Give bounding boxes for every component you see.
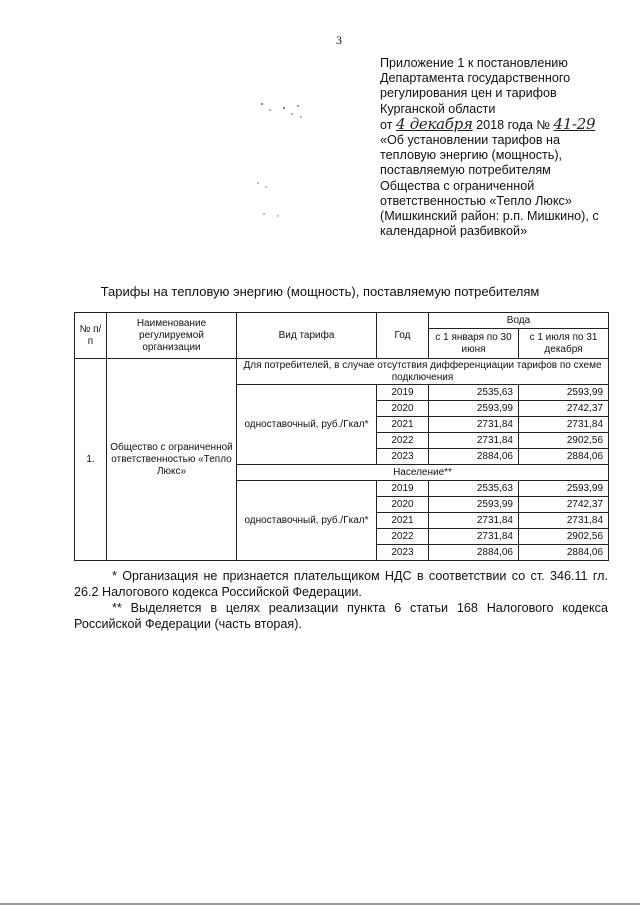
value-h2: 2884,06: [519, 545, 609, 561]
appendix-subject-line: поставляемую потребителям: [380, 163, 551, 178]
header-period-1: с 1 января по 30 июня: [429, 329, 519, 359]
value-h2: 2593,99: [519, 481, 609, 497]
year-cell: 2019: [377, 481, 429, 497]
footnotes: [74, 568, 608, 632]
value-h2: 2731,84: [519, 417, 609, 433]
value-h2: 2884,06: [519, 449, 609, 465]
table-title: Тарифы на тепловую энергию (мощность), поставляемую потребителям: [100, 284, 540, 299]
year-cell: 2021: [377, 513, 429, 529]
footnote-allocation: ** Выделяется в целях реализации пункта 6 статьи 168 Налогового кодекса Российской Федерации (часть вторая).: [74, 601, 608, 631]
value-h2: 2902,56: [519, 433, 609, 449]
tariff-table: [74, 312, 609, 561]
footnote-vat: * Организация не признается плательщиком НДС в соответствии со ст. 346.11 гл. 26.2 Налогового кодекса Российской Федерации.: [74, 569, 608, 599]
value-h1: 2884,06: [429, 545, 519, 561]
value-h1: 2593,99: [429, 497, 519, 513]
scan-specks: [240, 90, 320, 230]
section-caption: Население**: [237, 465, 609, 481]
year-cell: 2022: [377, 433, 429, 449]
value-h1: 2535,63: [429, 385, 519, 401]
tariff-type: одноставочный, руб./Гкал*: [237, 385, 377, 465]
value-h1: 2593,99: [429, 401, 519, 417]
header-period-2: с 1 июля по 31 декабря: [519, 329, 609, 359]
value-h2: 2742,37: [519, 497, 609, 513]
value-h2: 2731,84: [519, 513, 609, 529]
header-num: № п/п: [75, 313, 107, 359]
header-water: Вода: [429, 313, 609, 329]
date-year-text: 2018 года №: [476, 117, 551, 132]
appendix-subject-line: (Мишкинский район: р.п. Мишкино), с: [380, 209, 599, 224]
appendix-subject-line: календарной разбивкой»: [380, 224, 528, 239]
appendix-subject-line: ответственностью «Тепло Люкс»: [380, 193, 572, 208]
value-h1: 2731,84: [429, 417, 519, 433]
appendix-line: Департамента государственного: [380, 71, 571, 86]
appendix-line: регулирования цен и тарифов: [380, 86, 557, 101]
value-h1: 2731,84: [429, 433, 519, 449]
value-h2: 2593,99: [519, 385, 609, 401]
value-h1: 2731,84: [429, 529, 519, 545]
organization-name: Общество с ограниченной ответственностью «Тепло Люкс»: [107, 359, 237, 561]
handwritten-number: 41-29: [553, 114, 596, 133]
appendix-subject-line: тепловую энергию (мощность),: [380, 148, 563, 163]
year-cell: 2021: [377, 417, 429, 433]
value-h1: 2731,84: [429, 513, 519, 529]
value-h2: 2902,56: [519, 529, 609, 545]
year-cell: 2022: [377, 529, 429, 545]
appendix-date-line: [380, 114, 620, 133]
year-cell: 2020: [377, 401, 429, 417]
tariff-type: одноставочный, руб./Гкал*: [237, 481, 377, 561]
appendix-line: Курганской области: [380, 101, 496, 116]
value-h1: 2535,63: [429, 481, 519, 497]
handwritten-date: 4 декабря: [396, 114, 473, 133]
section-caption: Для потребителей, в случае отсутствия дифференциации тарифов по схеме подключения: [237, 359, 609, 385]
header-year: Год: [377, 313, 429, 359]
row-number: 1.: [75, 359, 107, 561]
header-organization: Наименование регулируемой организации: [107, 313, 237, 359]
date-prefix: от: [380, 117, 393, 132]
appendix-line: Приложение 1 к постановлению: [380, 56, 568, 70]
year-cell: 2019: [377, 385, 429, 401]
value-h2: 2742,37: [519, 401, 609, 417]
appendix-subject-line: «Об установлении тарифов на: [380, 133, 561, 148]
appendix-subject-line: Общества с ограниченной: [380, 178, 535, 193]
value-h1: 2884,06: [429, 449, 519, 465]
page-number: 3: [336, 33, 342, 47]
year-cell: 2023: [377, 449, 429, 465]
year-cell: 2023: [377, 545, 429, 561]
header-tariff-type: Вид тарифа: [237, 313, 377, 359]
appendix-block: [380, 56, 620, 239]
year-cell: 2020: [377, 497, 429, 513]
